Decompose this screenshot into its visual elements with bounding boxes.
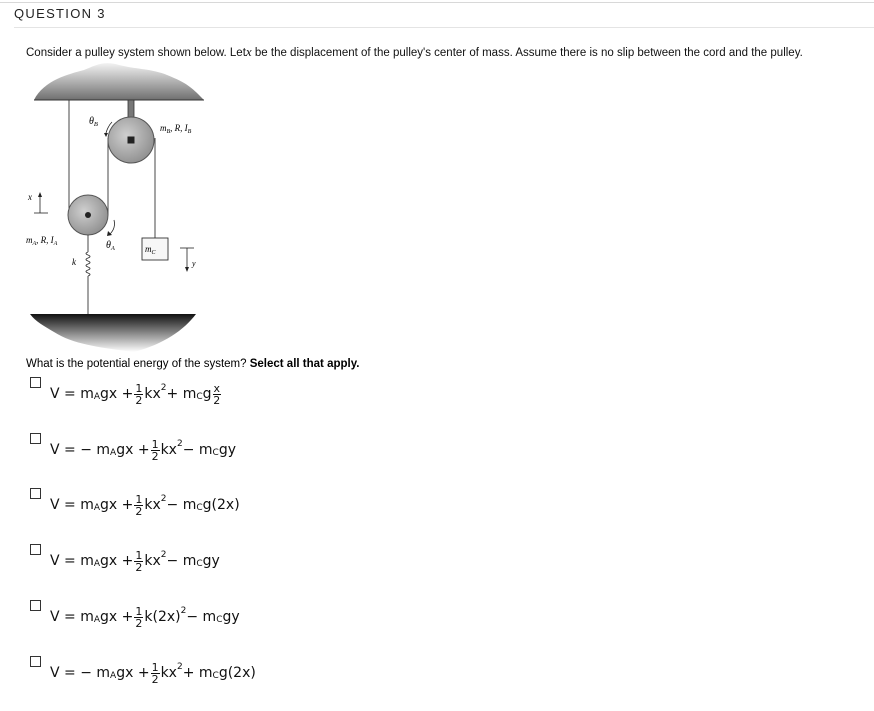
answer-option-5[interactable]: [28, 600, 348, 634]
spring-k-label: k: [72, 257, 76, 267]
question-ask: [26, 358, 359, 370]
prompt-variable: x: [245, 44, 252, 59]
pulley-a-label: $m_A$, R, $I_A$: [26, 235, 58, 247]
answer-option-6[interactable]: [28, 656, 348, 690]
title-divider: [14, 27, 874, 28]
prompt-text-start: Consider a pulley system shown below. Let: [26, 47, 246, 59]
floor: [30, 314, 196, 352]
pulley-diagram: [24, 60, 214, 355]
option-1-checkbox[interactable]: [30, 377, 41, 388]
option-4-checkbox[interactable]: [30, 544, 41, 555]
option-2-equation: V = − m A gx + $\frac{1}{2}$ kx 2 − m C gy: [50, 437, 236, 463]
pulley-b-label: $m_B$, R, $I_B$: [160, 123, 192, 135]
option-5-equation: V = m A gx + $\frac{1}{2}$ k(2x) 2 − m C gy: [50, 604, 240, 630]
ask-text: What is the potential energy of the system?: [26, 358, 250, 370]
answer-option-1[interactable]: [28, 377, 348, 411]
theta-b-label: $\theta_B$: [89, 116, 98, 128]
option-5-checkbox[interactable]: [30, 600, 41, 611]
prompt-text-end: be the displacement of the pulley's center of mass. Assume there is no slip between the cord and the pulley.: [251, 47, 803, 59]
question-prompt: [26, 44, 803, 60]
option-2-checkbox[interactable]: [30, 433, 41, 444]
x-label: x: [28, 192, 32, 202]
theta-a-label: $\theta_A$: [106, 240, 115, 252]
ask-instruction: Select all that apply.: [249, 358, 360, 370]
option-3-equation: V = m A gx + $\frac{1}{2}$ kx 2 − m C g(2x): [50, 492, 240, 518]
option-4-equation: V = m A gx + $\frac{1}{2}$ kx 2 − m C gy: [50, 548, 220, 574]
question-title: QUESTION 3: [14, 6, 106, 21]
pulley-b-axle: [128, 137, 135, 144]
ceiling: [34, 63, 204, 100]
top-divider: [0, 2, 874, 3]
y-label: y: [192, 259, 196, 268]
mass-c-label: $m_C$: [145, 244, 156, 256]
answer-option-2[interactable]: [28, 433, 348, 467]
theta-a-arrow: [110, 220, 115, 234]
answer-option-3[interactable]: [28, 488, 348, 522]
option-6-checkbox[interactable]: [30, 656, 41, 667]
option-1-equation: V = m A gx + $\frac{1}{2}$ kx 2 + m C g $\frac{x}{2}$: [50, 381, 221, 407]
option-3-checkbox[interactable]: [30, 488, 41, 499]
spring: [86, 252, 90, 276]
answer-option-4[interactable]: [28, 544, 348, 578]
option-6-equation: V = − m A gx + $\frac{1}{2}$ kx 2 + m C g(2x): [50, 660, 256, 686]
pulley-a-axle: [85, 212, 91, 218]
